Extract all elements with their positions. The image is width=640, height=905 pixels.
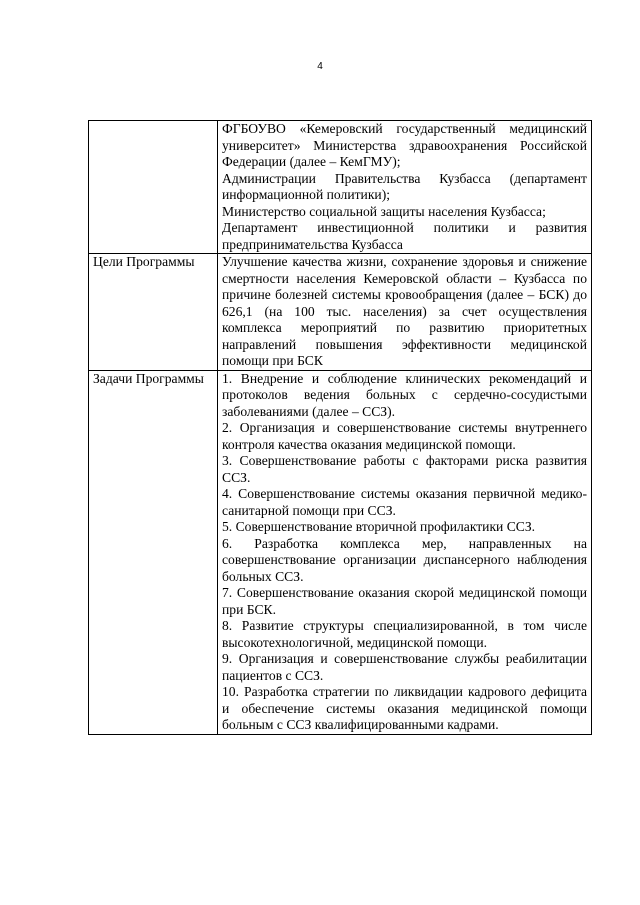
page-number: 4: [317, 61, 323, 72]
participant-item: Департамент инвестиционной политики и развития предпринимательства Кузбасса: [222, 220, 587, 252]
task-item: 8. Развитие структуры специализированной, в том числе высокотехнологичной, медицинской помощи.: [222, 618, 587, 650]
task-item: 4. Совершенствование системы оказания первичной медико-санитарной помощи при ССЗ.: [222, 486, 587, 518]
task-item: 2. Организация и совершенствование системы внутреннего контроля качества оказания медицинской помощи.: [222, 420, 587, 452]
row-label: Цели Программы: [89, 254, 218, 371]
task-item: 10. Разработка стратегии по ликвидации кадрового дефицита и обеспечение системы оказания медицинской помощи больным с ССЗ квалифицированными кадрами.: [222, 684, 587, 732]
task-item: 5. Совершенствование вторичной профилактики ССЗ.: [222, 519, 536, 534]
row-content: [218, 370, 592, 734]
row-content: [218, 121, 592, 254]
participant-item: Министерство социальной защиты населения Кузбасса;: [222, 203, 546, 219]
table-row-participants: [89, 121, 592, 254]
participant-item: Администрации Правительства Кузбасса (департамент информационной политики);: [222, 170, 587, 202]
participant-item: ФГБОУВО «Кемеровский государственный медицинский университет» Министерства здравоохранения Российской Федерации (далее – КемГМУ);: [222, 121, 587, 169]
goal-text: Улучшение качества жизни, сохранение здоровья и снижение смертности населения Кемеровской области – Кузбасса по причине болезней системы кровообращения (далее – БСК) до 626,1 (на 100 тыс. населения) за счет осуществления комплекса мероприятий по развитию приоритетных направлений повышения эффективности медицинской помощи при БСК: [222, 254, 587, 368]
task-item: 7. Совершенствование оказания скорой медицинской помощи при БСК.: [222, 585, 587, 617]
row-content: [218, 254, 592, 371]
task-item: 9. Организация и совершенствование службы реабилитации пациентов с ССЗ.: [222, 651, 587, 683]
table-row-tasks: [89, 370, 592, 734]
task-item: 3. Совершенствование работы с факторами риска развития ССЗ.: [222, 453, 587, 485]
table-row-goals: [89, 254, 592, 371]
task-item: 6. Разработка комплекса мер, направленных на совершенствование организации диспансерного наблюдения больных ССЗ.: [222, 535, 587, 584]
program-passport-table: [88, 120, 592, 735]
task-item: 1. Внедрение и соблюдение клинических рекомендаций и протоколов ведения больных с сердечно-сосудистыми заболеваниями (далее – ССЗ).: [222, 370, 587, 419]
row-label: Задачи Программы: [89, 370, 218, 734]
row-label: [89, 121, 218, 254]
